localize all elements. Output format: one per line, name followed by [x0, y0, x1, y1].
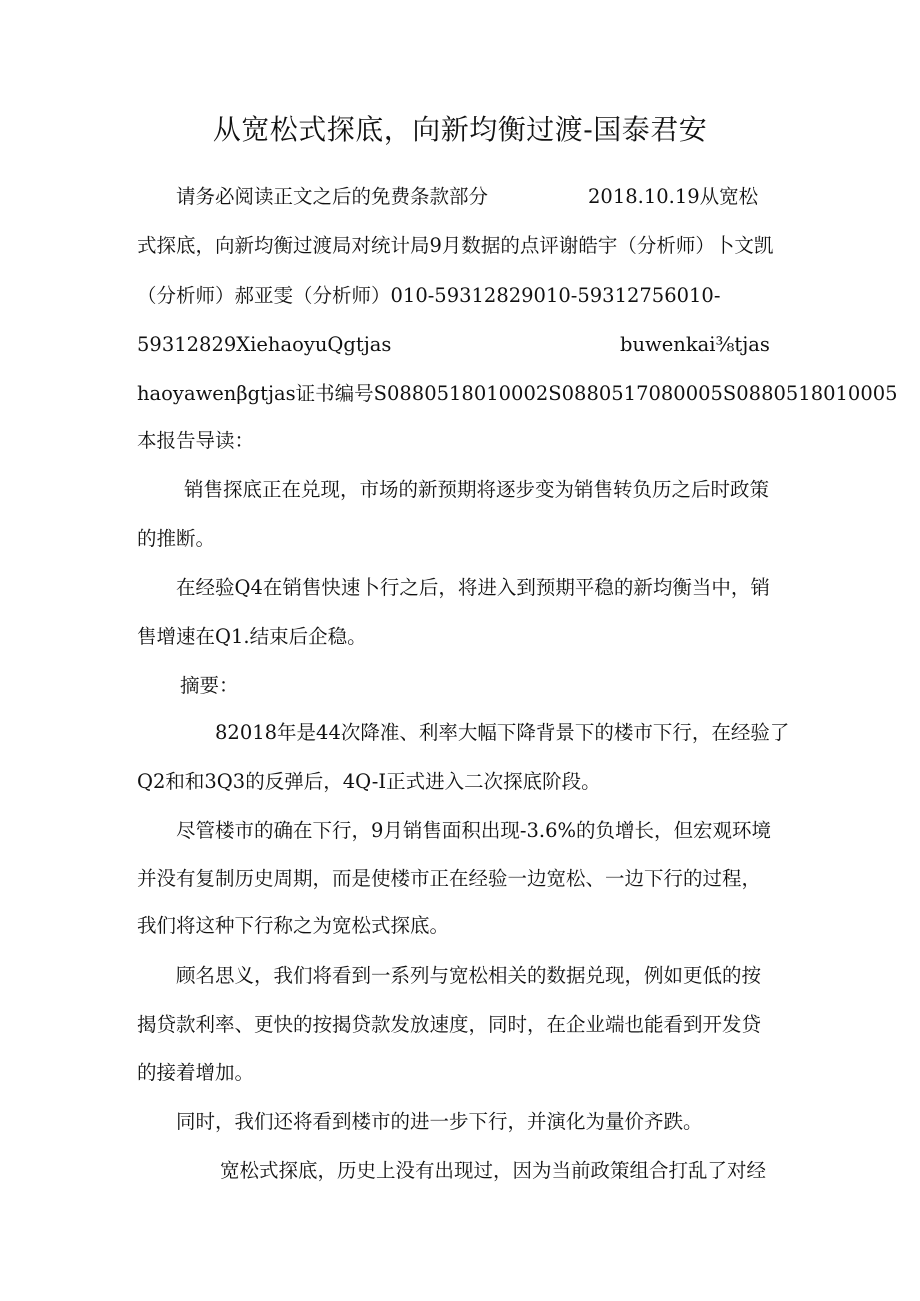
- disclaimer-notice: 请务必阅读正文之后的免费条款部分: [176, 185, 489, 208]
- summary-paragraph-1-line-1: 82018年是44次降准、利率大幅下降背景下的楼市下行，在经验了: [215, 721, 790, 744]
- header-line-3: （分析师）郝亚雯（分析师）010-59312829010-59312756010-: [137, 284, 721, 307]
- header-line-5: haoyawenβgtjas证书编号S0880518010002S0880517080005S0880518010005: [137, 382, 898, 405]
- summary-paragraph-2-line-3: 我们将这种下行称之为宽松式探底。: [137, 914, 450, 937]
- summary-paragraph-2-line-2: 并没有复制历史周期，而是使楼市正在经验一边宽松、一边下行的过程，: [137, 867, 762, 890]
- guide-paragraph-2-line-1: 在经验Q4在销售快速卜行之后，将进入到预期平稳的新均衡当中，销: [176, 576, 770, 599]
- summary-heading: 摘要：: [180, 674, 239, 697]
- summary-paragraph-3-line-1: 顾名思义，我们将看到一系列与宽松相关的数据兑现，例如更低的按: [176, 964, 762, 987]
- document-title: 从宽松式探底，向新均衡过渡-国泰君安: [212, 113, 708, 146]
- summary-paragraph-3-line-3: 的接着增加。: [137, 1061, 255, 1084]
- summary-paragraph-3-line-2: 揭贷款利率、更快的按揭贷款发放速度，同时，在企业端也能看到开发贷: [137, 1013, 762, 1036]
- analyst-email-1: 59312829XiehaoyuQgtjas: [137, 333, 392, 356]
- guide-paragraph-1-line-1: 销售探底正在兑现，市场的新预期将逐步变为销售转负历之后时政策: [184, 478, 770, 501]
- summary-paragraph-2-line-1: 尽管楼市的确在下行，9月销售面积出现-3.6%的负增长，但宏观环境: [176, 819, 772, 842]
- summary-paragraph-5-line-1: 宽松式探底，历史上没有出现过，因为当前政策组合打乱了对经: [220, 1159, 767, 1182]
- summary-paragraph-1-line-2: Q2和和3Q3的反弹后，4Q-I正式进入二次探底阶段。: [137, 770, 601, 793]
- report-date: 2018.10.19从宽松: [588, 185, 759, 208]
- summary-paragraph-4-line-1: 同时，我们还将看到楼市的进一步下行，并演化为量价齐跌。: [176, 1110, 703, 1133]
- guide-paragraph-2-line-2: 售增速在Q1.结束后企稳。: [137, 625, 367, 648]
- guide-paragraph-1-line-2: 的推断。: [137, 527, 216, 550]
- header-line-2: 式探底，向新均衡过渡局对统计局9月数据的点评谢皓宇（分析师）卜文凯: [137, 234, 774, 257]
- analyst-email-2: buwenkai⅜tjas: [620, 333, 770, 356]
- guide-heading: 本报告导读：: [137, 429, 255, 452]
